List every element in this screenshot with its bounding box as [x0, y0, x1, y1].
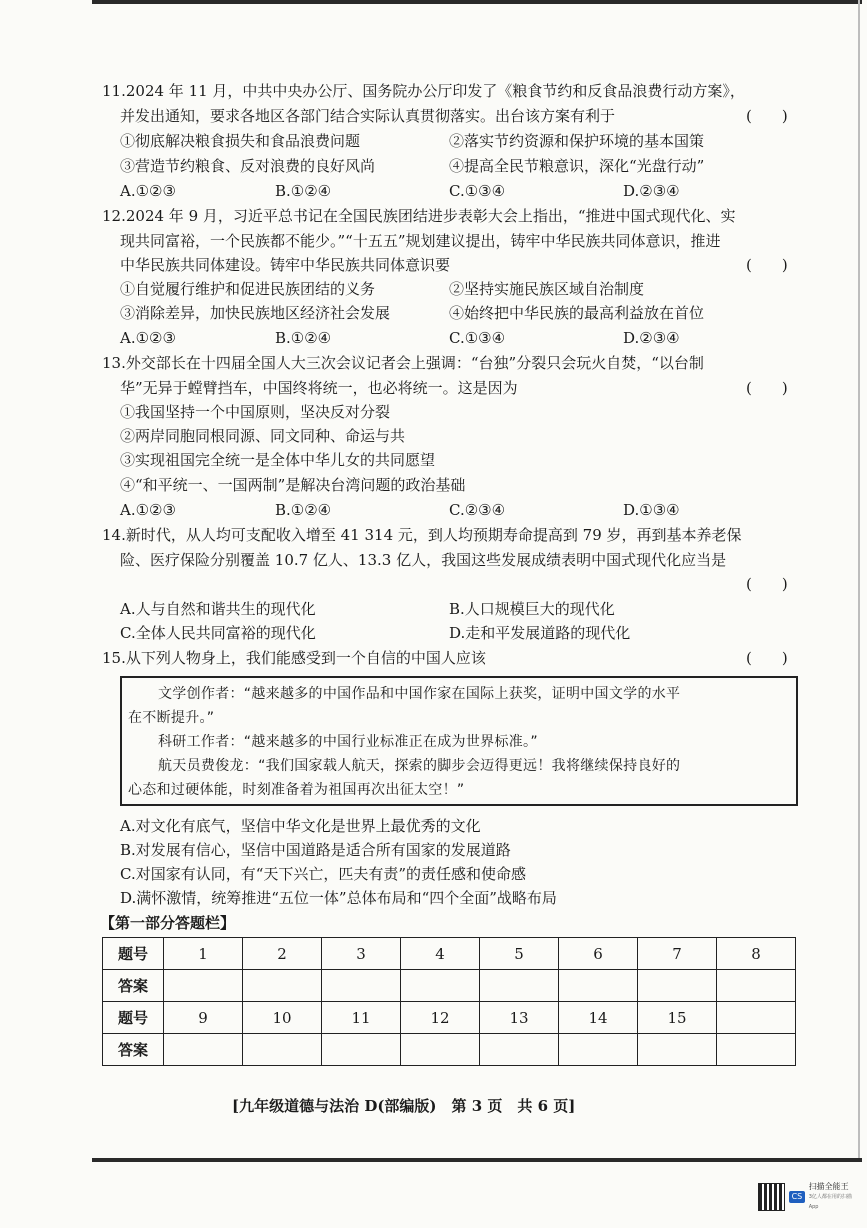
q12-stem-line-1: 12.2024 年 9 月，习近平总书记在全国民族团结进步表彰大会上指出，“推进中国式现代化、实 — [102, 207, 736, 225]
q15-choice-a: A.对文化有底气，坚信中华文化是世界上最优秀的文化 — [120, 817, 481, 835]
table-row — [103, 938, 796, 970]
page-edge — [858, 0, 860, 1160]
question-number-cell: 15 — [638, 1002, 717, 1034]
q11-choice-b: B.①②④ — [275, 182, 332, 200]
answer-cell[interactable] — [638, 970, 717, 1002]
q11-stem-line-1: 11.2024 年 11 月，中共中央办公厅、国务院办公厅印发了《粮食节约和反食品浪费行动方案》， — [102, 82, 745, 100]
qr-code-icon — [758, 1183, 785, 1211]
q11-answer-bracket: ( ) — [746, 107, 788, 125]
answer-cell[interactable] — [480, 1034, 559, 1066]
question-number-cell: 13 — [480, 1002, 559, 1034]
bottom-border-rule — [92, 1158, 862, 1162]
answer-cell[interactable] — [164, 970, 243, 1002]
q12-stem-line-3: 中华民族共同体建设。铸牢中华民族共同体意识要 — [120, 256, 451, 274]
camscanner-logo-icon: CS — [789, 1191, 805, 1203]
question-number-cell: 5 — [480, 938, 559, 970]
question-number-cell: 2 — [243, 938, 322, 970]
question-number-cell — [717, 1002, 796, 1034]
question-number-cell: 14 — [559, 1002, 638, 1034]
scanner-subtitle: 3亿人都在用的扫描App — [808, 1194, 852, 1210]
q11-choice-d: D.②③④ — [623, 182, 680, 200]
q14-choice-c: C.全体人民共同富裕的现代化 — [120, 624, 316, 642]
scanner-text — [809, 1182, 860, 1212]
question-number-cell: 9 — [164, 1002, 243, 1034]
q13-stem-line-2: 华”无异于螳臂挡车，中国终将统一，也必将统一。这是因为 — [120, 379, 518, 397]
q15-stem-line-1: 15.从下列人物身上，我们能感受到一个自信的中国人应该 — [102, 649, 486, 667]
q11-option-3: ③营造节约粮食、反对浪费的良好风尚 — [120, 157, 376, 175]
q11-option-4: ④提高全民节粮意识，深化“光盘行动” — [449, 157, 705, 175]
answer-cell[interactable] — [164, 1034, 243, 1066]
q13-choice-b: B.①②④ — [275, 501, 332, 519]
answer-cell[interactable] — [243, 970, 322, 1002]
q14-answer-bracket: ( ) — [746, 575, 788, 593]
question-number-cell: 10 — [243, 1002, 322, 1034]
scanner-watermark — [758, 1182, 860, 1212]
table-row — [103, 1002, 796, 1034]
table-row — [103, 1034, 796, 1066]
row-label-number: 题号 — [103, 938, 164, 970]
q13-stem-line-1: 13.外交部长在十四届全国人大三次会议记者会上强调：“台独”分裂只会玩火自焚，“以台制 — [102, 354, 704, 372]
page-footer: [九年级道德与法治 D(部编版) 第 3 页 共 6 页] — [232, 1097, 576, 1115]
q12-answer-bracket: ( ) — [746, 256, 788, 274]
answer-cell[interactable] — [559, 1034, 638, 1066]
q14-choice-d: D.走和平发展道路的现代化 — [449, 624, 631, 642]
q11-stem-line-2: 并发出通知，要求各地区各部门结合实际认真贯彻落实。出台该方案有利于 — [120, 107, 616, 125]
answer-cell[interactable] — [401, 1034, 480, 1066]
q13-option-2: ②两岸同胞同根同源、同文同种、命运与共 — [120, 427, 406, 445]
q14-choice-a: A.人与自然和谐共生的现代化 — [120, 600, 316, 618]
q15-choice-d: D.满怀激情，统筹推进“五位一体”总体布局和“四个全面”战略布局 — [120, 889, 557, 907]
row-label-number: 题号 — [103, 1002, 164, 1034]
q12-choice-c: C.①③④ — [449, 329, 506, 347]
answer-cell[interactable] — [243, 1034, 322, 1066]
q13-choice-d: D.①③④ — [623, 501, 680, 519]
row-label-answer: 答案 — [103, 1034, 164, 1066]
quote-line-4: 航天员费俊龙：“我们国家载人航天，探索的脚步会迈得更远！我将继续保持良好的 — [158, 758, 681, 774]
question-number-cell: 3 — [322, 938, 401, 970]
q13-answer-bracket: ( ) — [746, 379, 788, 397]
q12-option-4: ④始终把中华民族的最高利益放在首位 — [449, 304, 705, 322]
top-border-rule — [92, 0, 862, 4]
answer-sheet-table — [102, 937, 796, 1066]
question-number-cell: 7 — [638, 938, 717, 970]
q14-stem-line-1: 14.新时代，从人均可支配收入增至 41 314 元，到人均预期寿命提高到 79 岁，再到基本养老保 — [102, 526, 742, 544]
q12-choice-a: A.①②③ — [120, 329, 176, 347]
q13-option-1: ①我国坚持一个中国原则，坚决反对分裂 — [120, 403, 391, 421]
q14-choice-b: B.人口规模巨大的现代化 — [449, 600, 615, 618]
quote-line-3: 科研工作者：“越来越多的中国行业标准正在成为世界标准。” — [158, 734, 538, 750]
quote-line-2: 在不断提升。” — [128, 710, 215, 726]
q13-choice-c: C.②③④ — [449, 501, 506, 519]
q12-choice-b: B.①②④ — [275, 329, 332, 347]
q13-option-3: ③实现祖国完全统一是全体中华儿女的共同愿望 — [120, 451, 436, 469]
answer-cell[interactable] — [401, 970, 480, 1002]
q11-option-2: ②落实节约资源和保护环境的基本国策 — [449, 132, 705, 150]
answer-cell[interactable] — [717, 970, 796, 1002]
q14-stem-line-2: 险、医疗保险分别覆盖 10.7 亿人、13.3 亿人，我国这些发展成绩表明中国式现代化应当是 — [120, 551, 727, 569]
q15-quote-box — [120, 676, 798, 806]
answer-cell[interactable] — [717, 1034, 796, 1066]
q11-choice-c: C.①③④ — [449, 182, 506, 200]
q12-choice-d: D.②③④ — [623, 329, 680, 347]
question-number-cell: 4 — [401, 938, 480, 970]
answer-sheet-title: 【第一部分答题栏】 — [100, 914, 236, 932]
question-number-cell: 12 — [401, 1002, 480, 1034]
answer-cell[interactable] — [480, 970, 559, 1002]
q15-choice-c: C.对国家有认同，有“天下兴亡，匹夫有责”的责任感和使命感 — [120, 865, 527, 883]
answer-cell[interactable] — [638, 1034, 717, 1066]
question-number-cell: 1 — [164, 938, 243, 970]
q12-option-2: ②坚持实施民族区域自治制度 — [449, 280, 645, 298]
q11-option-1: ①彻底解决粮食损失和食品浪费问题 — [120, 132, 361, 150]
question-number-cell: 8 — [717, 938, 796, 970]
answer-cell[interactable] — [322, 1034, 401, 1066]
q13-choice-a: A.①②③ — [120, 501, 176, 519]
answer-cell[interactable] — [322, 970, 401, 1002]
quote-line-5: 心态和过硬体能，时刻准备着为祖国再次出征太空！” — [128, 782, 465, 798]
q12-stem-line-2: 现共同富裕，一个民族都不能少。”“十五五”规划建议提出，铸牢中华民族共同体意识，推进 — [120, 232, 721, 250]
quote-line-1: 文学创作者：“越来越多的中国作品和中国作家在国际上获奖，证明中国文学的水平 — [158, 686, 681, 702]
q13-option-4: ④“和平统一、一国两制”是解决台湾问题的政治基础 — [120, 476, 466, 494]
q11-choice-a: A.①②③ — [120, 182, 176, 200]
table-row — [103, 970, 796, 1002]
scanner-title: 扫描全能王 — [808, 1182, 849, 1191]
question-number-cell: 11 — [322, 1002, 401, 1034]
q15-choice-b: B.对发展有信心，坚信中国道路是适合所有国家的发展道路 — [120, 841, 511, 859]
q12-option-1: ①自觉履行维护和促进民族团结的义务 — [120, 280, 376, 298]
answer-cell[interactable] — [559, 970, 638, 1002]
row-label-answer: 答案 — [103, 970, 164, 1002]
q15-answer-bracket: ( ) — [746, 649, 788, 667]
question-number-cell: 6 — [559, 938, 638, 970]
q12-option-3: ③消除差异，加快民族地区经济社会发展 — [120, 304, 391, 322]
